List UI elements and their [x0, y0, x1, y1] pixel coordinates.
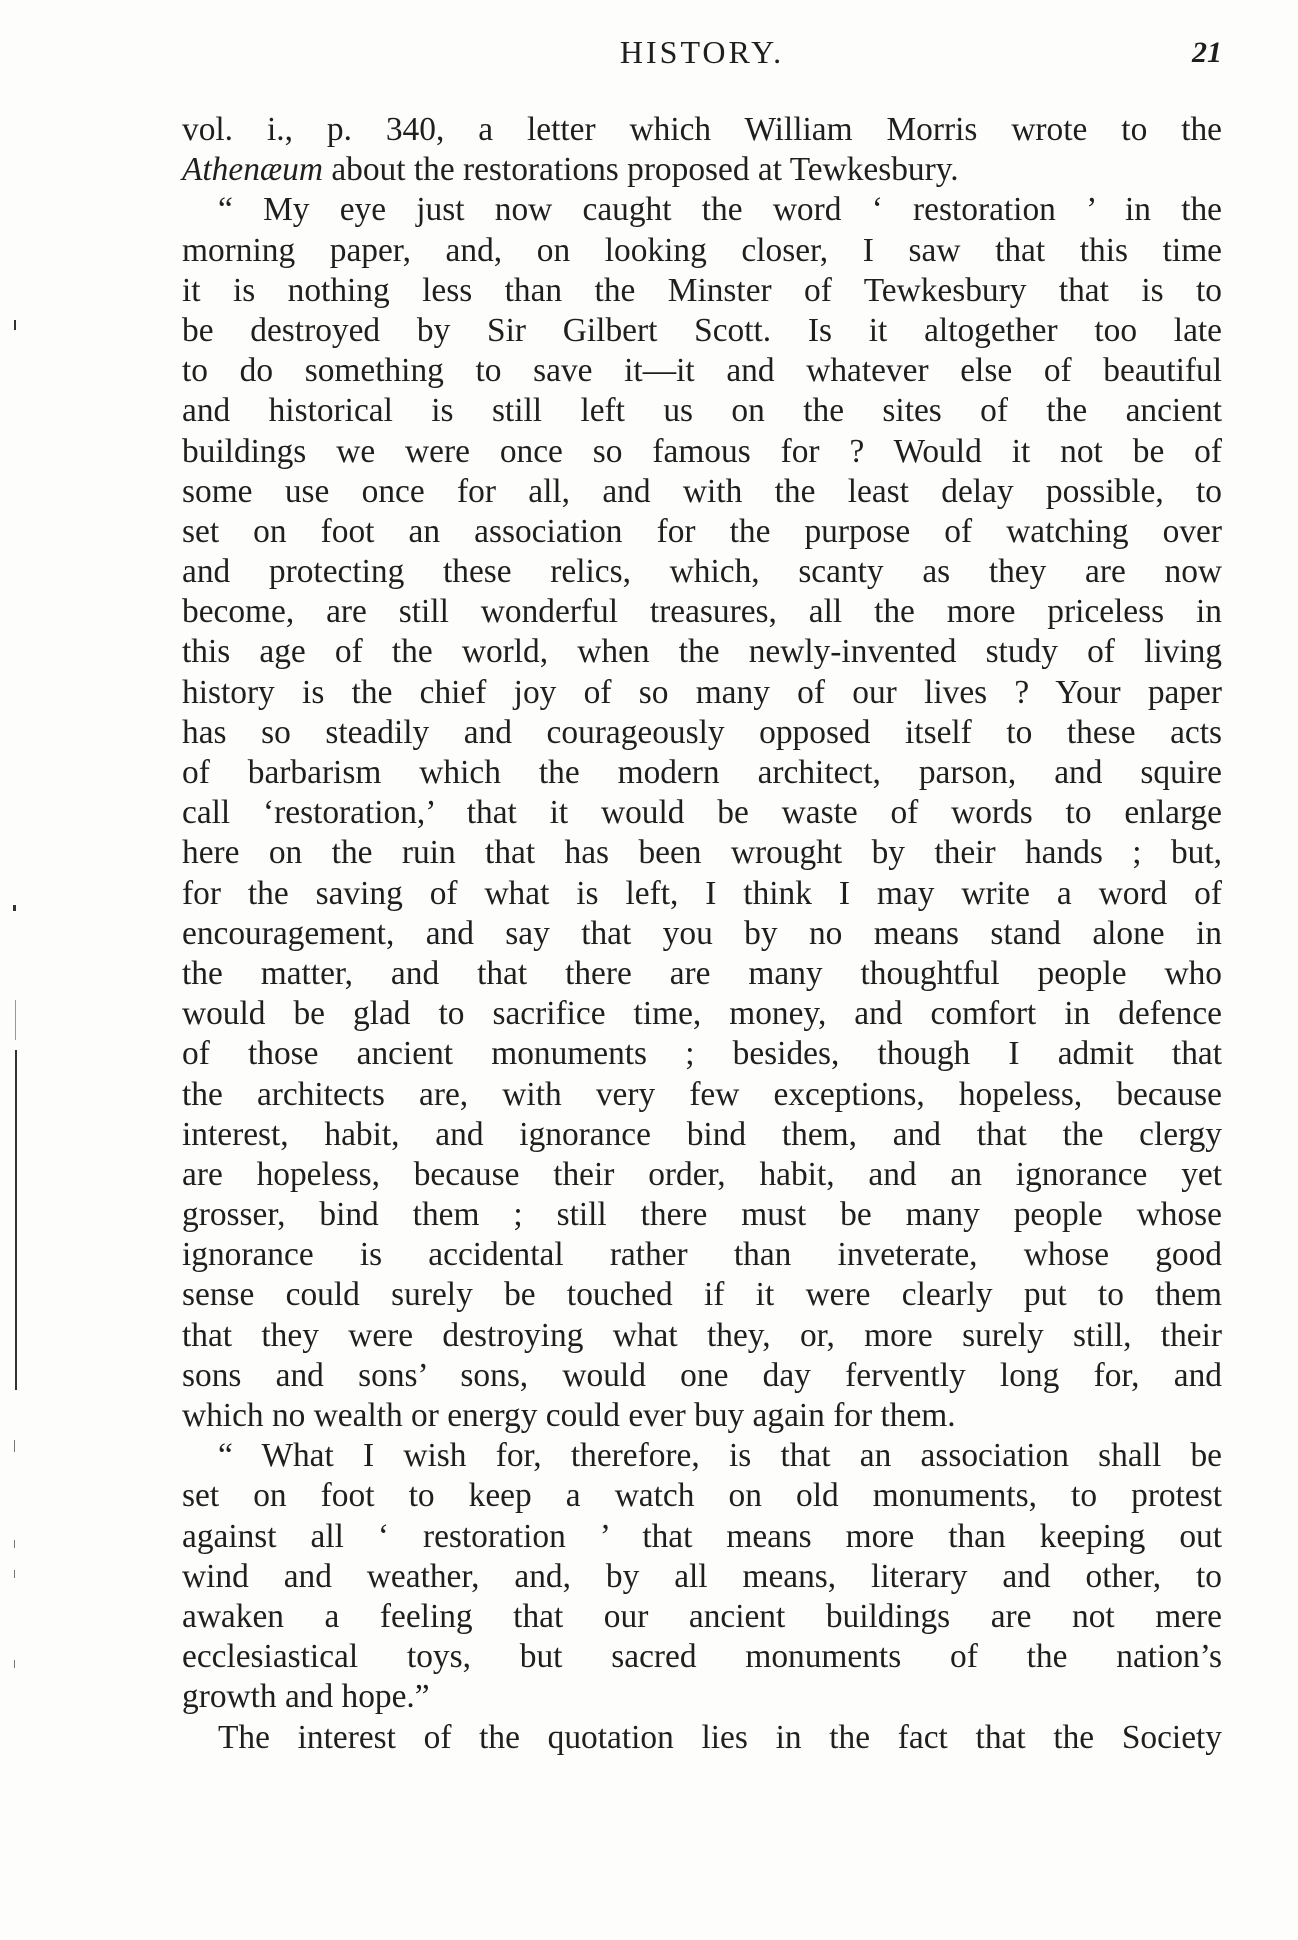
text-line: would be glad to sacrifice time, money, and comfort in defence [182, 995, 1222, 1033]
scan-mark [15, 1050, 17, 1390]
scan-mark [14, 320, 16, 330]
text-line: become, are still wonderful treasures, all the more priceless in [182, 593, 1222, 631]
scan-mark [14, 1540, 15, 1548]
text-line: of barbarism which the modern architect, parson, and squire [182, 754, 1222, 791]
text-line: growth and hope.” [182, 1678, 430, 1716]
text-line: buildings we were once so famous for ? Would it not be of [182, 432, 1222, 470]
text-line: “ What I wish for, therefore, is that an association shall be [218, 1437, 1222, 1475]
scan-mark [15, 1000, 16, 1040]
text-line: ecclesiastical toys, but sacred monuments of the nation’s [182, 1638, 1222, 1676]
text-line: morning paper, and, on looking closer, I saw that this time [182, 231, 1222, 269]
text-line: of those ancient monuments ; besides, though I admit that [182, 1035, 1222, 1073]
scan-mark [14, 1440, 15, 1452]
page-number: 21 [1192, 36, 1222, 69]
text-line: that they were destroying what they, or, more surely still, their [182, 1316, 1222, 1354]
scan-margin-marks [0, 0, 40, 1940]
text-line: the matter, and that there are many thoughtful people who [182, 954, 1222, 992]
text-line: set on foot to keep a watch on old monuments, to protest [182, 1477, 1222, 1515]
text-line: and protecting these relics, which, scanty as they are now [182, 553, 1222, 591]
scan-mark [13, 905, 16, 911]
text-line: it is nothing less than the Minster of Tewkesbury that is to [182, 271, 1222, 309]
text-line: grosser, bind them ; still there must be many people whose [182, 1196, 1222, 1234]
scan-mark [14, 1660, 15, 1668]
text-line: ignorance is accidental rather than inveterate, whose good [182, 1236, 1222, 1274]
text-line: encouragement, and say that you by no means stand alone in [182, 914, 1222, 952]
text-line: awaken a feeling that our ancient buildings are not mere [182, 1597, 1222, 1635]
text-line: sense could surely be touched if it were clearly put to them [182, 1276, 1222, 1314]
running-title: HISTORY. [619, 34, 785, 70]
text-line: sons and sons’ sons, would one day fervently long for, and [182, 1356, 1222, 1394]
scan-mark [14, 1570, 15, 1578]
text-line: “ My eye just now caught the word ‘ restoration ’ in the [218, 191, 1222, 229]
text-line: and historical is still left us on the sites of the ancient [182, 392, 1222, 430]
text-line: vol. i., p. 340, a letter which William Morris wrote to the [182, 111, 1222, 148]
body-text [182, 110, 1222, 1758]
text-line: some use once for all, and with the least delay possible, to [182, 472, 1222, 510]
text-line-rest: about the restorations proposed at Tewkesbury. [322, 151, 959, 189]
journal-title-italic: Athenæum [182, 151, 323, 189]
text-line: history is the chief joy of so many of our lives ? Your paper [182, 673, 1222, 711]
text-line: The interest of the quotation lies in the fact that the Society [218, 1718, 1222, 1756]
text-line: which no wealth or energy could ever buy again for them. [182, 1397, 956, 1434]
text-line: the architects are, with very few exceptions, hopeless, because [182, 1075, 1222, 1113]
text-line: wind and weather, and, by all means, literary and other, to [182, 1557, 1222, 1595]
text-line: for the saving of what is left, I think I may write a word of [182, 874, 1222, 912]
text-line: interest, habit, and ignorance bind them, and that the clergy [182, 1115, 1222, 1153]
text-line: to do something to save it—it and whatever else of beautiful [182, 352, 1222, 390]
text-line: be destroyed by Sir Gilbert Scott. Is it altogether too late [182, 311, 1222, 349]
text-line [182, 150, 1222, 190]
text-line: here on the ruin that has been wrought by their hands ; but, [182, 834, 1222, 872]
running-head [182, 30, 1222, 80]
text-line: set on foot an association for the purpose of watching over [182, 512, 1222, 550]
text-line: this age of the world, when the newly-invented study of living [182, 633, 1222, 671]
text-line: call ‘restoration,’ that it would be waste of words to enlarge [182, 794, 1222, 832]
text-line: against all ‘ restoration ’ that means more than keeping out [182, 1517, 1222, 1555]
text-line: has so steadily and courageously opposed itself to these acts [182, 713, 1222, 751]
text-line: are hopeless, because their order, habit, and an ignorance yet [182, 1155, 1222, 1193]
